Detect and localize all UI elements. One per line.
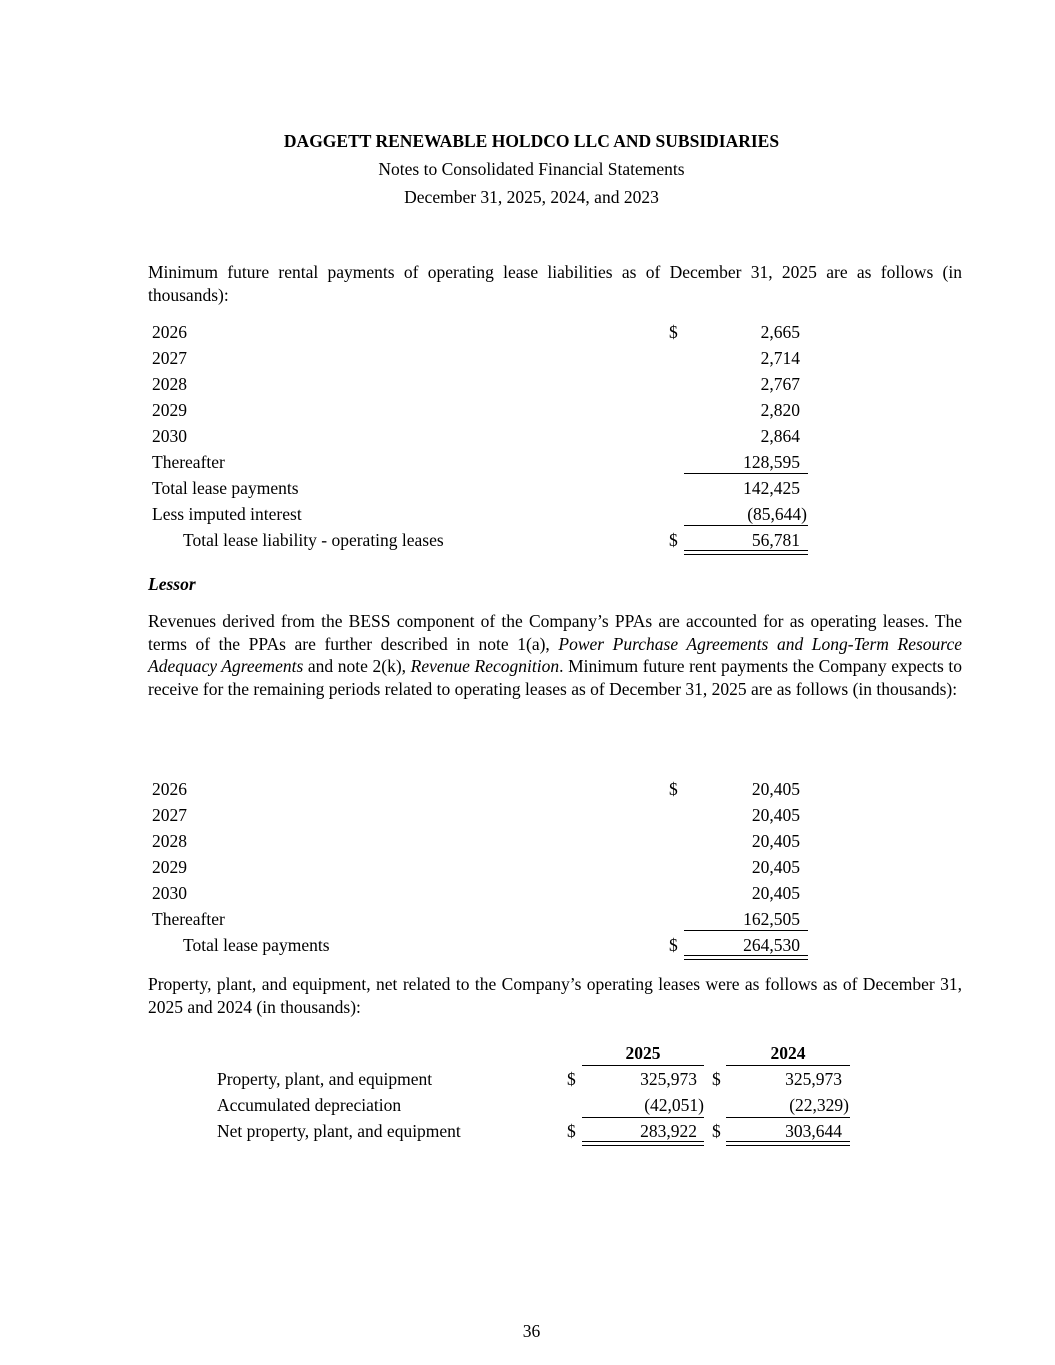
total-double-rule: [582, 1141, 704, 1146]
table-row: 2028 2,767: [152, 374, 800, 394]
table-row: Property, plant, and equipment $ 325,973 $ 325,973: [217, 1069, 842, 1089]
subtotal-rule: [684, 930, 808, 931]
lessor-heading: Lessor: [148, 574, 196, 594]
lessor-paragraph: Revenues derived from the BESS component of the Company’s PPAs are accounted for as operating leases. The terms of the PPAs are further described in note 1(a), Power Purchase Agreements and Long-Term Resource Adequacy Agreements and note 2(k), Revenue Recognition. Minimum future rent payments the Company expects to receive for the remaining periods related to operating leases as of December 31, 2025 are as follows (in thousands):: [148, 611, 962, 699]
table-row: Total lease payments $ 264,530: [183, 935, 800, 955]
total-double-rule: [726, 1141, 850, 1146]
table-row: Total lease liability - operating leases $ 56,781: [183, 530, 800, 550]
page-number: 36: [522, 1321, 541, 1341]
table-row: Accumulated depreciation (42,051) (22,329): [217, 1095, 849, 1115]
table-row: 2027 20,405: [152, 805, 800, 825]
table-row: Less imputed interest (85,644): [152, 504, 807, 524]
table-row: 2030 2,864: [152, 426, 800, 446]
subtotal-rule: [684, 473, 808, 474]
table-row: Total lease payments 142,425: [152, 478, 800, 498]
table-row: 2026 $ 2,665: [152, 322, 800, 342]
column-header-2024: 2024: [770, 1043, 806, 1063]
total-double-rule: [684, 955, 808, 960]
lessee-intro-paragraph: Minimum future rental payments of operating lease liabilities as of December 31, 2025 are as follows (in thousands):: [148, 262, 962, 305]
table-row: Thereafter 162,505: [152, 909, 800, 929]
period-line: December 31, 2025, 2024, and 2023: [404, 187, 659, 207]
column-header-2025: 2025: [625, 1043, 661, 1063]
ppe-intro-paragraph: Property, plant, and equipment, net related to the Company’s operating leases were as follows as of December 31, 2025 and 2024 (in thousands):: [148, 974, 962, 1017]
table-row: 2030 20,405: [152, 883, 800, 903]
table-row: Net property, plant, and equipment $ 283,922 $ 303,644: [217, 1121, 842, 1141]
total-double-rule: [684, 550, 808, 555]
subtotal-rule: [684, 525, 808, 526]
table-row: Thereafter 128,595: [152, 452, 800, 472]
table-row: 2026 $ 20,405: [152, 779, 800, 799]
document-subtitle: Notes to Consolidated Financial Statements: [378, 159, 685, 179]
table-row: 2029 20,405: [152, 857, 800, 877]
table-row: 2027 2,714: [152, 348, 800, 368]
company-title: DAGGETT RENEWABLE HOLDCO LLC AND SUBSIDIARIES: [283, 131, 780, 151]
table-row: 2029 2,820: [152, 400, 800, 420]
table-header-row: [0, 1040, 1055, 1066]
table-row: 2028 20,405: [152, 831, 800, 851]
